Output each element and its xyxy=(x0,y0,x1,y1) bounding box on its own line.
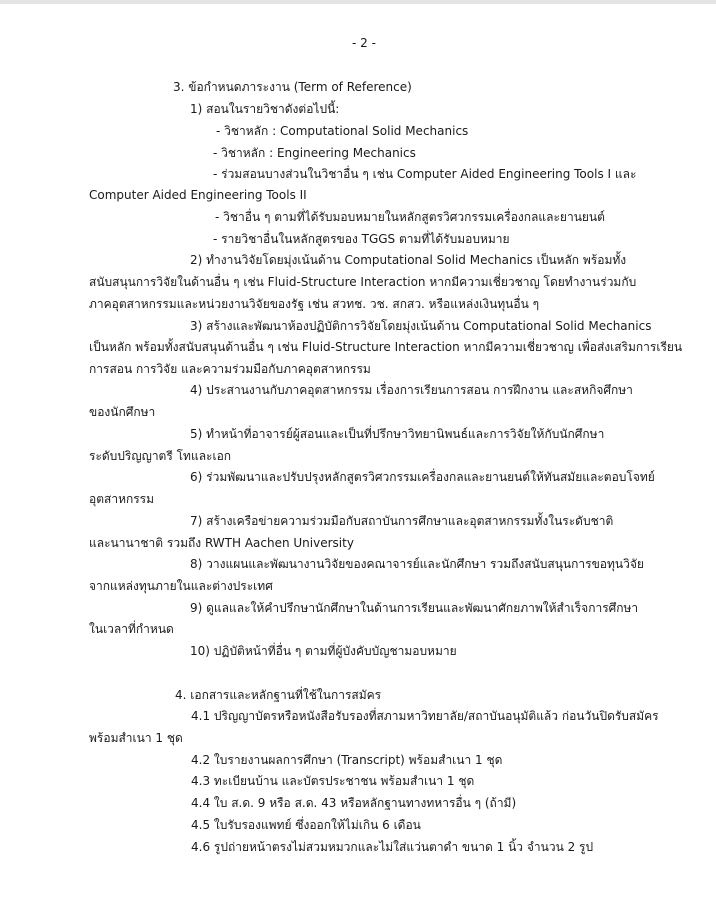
tor-subitem-core-em: - วิชาหลัก : Engineering Mechanics xyxy=(213,146,416,160)
tor-item-9-line-1: 9) ดูแลและให้คำปรึกษานักศึกษาในด้านการเรียนและพัฒนาศักยภาพให้สำเร็จการศึกษา xyxy=(190,601,639,615)
section-4-heading: 4. เอกสารและหลักฐานที่ใช้ในการสมัคร xyxy=(175,688,382,702)
tor-item-5-line-1: 5) ทำหน้าที่อาจารย์ผู้สอนและเป็นที่ปรึกษาวิทยานิพนธ์และการวิจัยให้กับนักศึกษา xyxy=(190,427,605,441)
tor-item-6-line-2: อุตสาหกรรม xyxy=(89,492,155,506)
section-3-heading: 3. ข้อกำหนดภาระงาน (Term of Reference) xyxy=(173,80,412,94)
tor-item-4-line-1: 4) ประสานงานกับภาคอุตสาหกรรม เรื่องการเรียนการสอน การฝึกงาน และสหกิจศึกษา xyxy=(190,383,633,397)
tor-item-1: 1) สอนในรายวิชาดังต่อไปนี้: xyxy=(190,102,340,116)
doc-item-4-5: 4.5 ใบรับรองแพทย์ ซึ่งออกให้ไม่เกิน 6 เดือน xyxy=(191,818,421,832)
viewer-top-edge xyxy=(0,0,716,4)
tor-subitem-other: - วิชาอื่น ๆ ตามที่ได้รับมอบหมายในหลักสูตรวิศวกรรมเครื่องกลและยานยนต์ xyxy=(215,210,605,224)
tor-item-8-line-2: จากแหล่งทุนภายในและต่างประเทศ xyxy=(89,579,273,593)
tor-item-9-line-2: ในเวลาที่กำหนด xyxy=(89,622,174,636)
doc-item-4-6: 4.6 รูปถ่ายหน้าตรงไม่สวมหมวกและไม่ใส่แว่นตาดำ ขนาด 1 นิ้ว จำนวน 2 รูป xyxy=(191,840,594,854)
doc-item-4-1-line-1: 4.1 ปริญญาบัตรหรือหนังสือรับรองที่สภามหาวิทยาลัย/สถาบันอนุมัติแล้ว ก่อนวันปิดรับสมัคร xyxy=(191,709,659,723)
tor-item-3-line-1: 3) สร้างและพัฒนาห้องปฏิบัติการวิจัยโดยมุ่งเน้นด้าน Computational Solid Mechanics xyxy=(190,319,652,333)
tor-item-7-line-1: 7) สร้างเครือข่ายความร่วมมือกับสถาบันการศึกษาและอุตสาหกรรมทั้งในระดับชาติ xyxy=(190,514,614,528)
tor-subitem-co-teach-cont: Computer Aided Engineering Tools II xyxy=(89,188,307,202)
page-number: - 2 - xyxy=(352,36,376,50)
doc-item-4-3: 4.3 ทะเบียนบ้าน และบัตรประชาชน พร้อมสำเนา 1 ชุด xyxy=(191,774,475,788)
tor-item-4-line-2: ของนักศึกษา xyxy=(89,405,156,419)
doc-item-4-1-line-2: พร้อมสำเนา 1 ชุด xyxy=(89,731,183,745)
tor-subitem-tggs: - รายวิชาอื่นในหลักสูตรของ TGGS ตามที่ได้รับมอบหมาย xyxy=(213,232,510,246)
tor-item-3-line-2: เป็นหลัก พร้อมทั้งสนับสนุนด้านอื่น ๆ เช่น Fluid-Structure Interaction หากมีความเชี่ยวชาญ เพื่อส่งเสริมการเรียน xyxy=(89,340,683,354)
doc-item-4-4: 4.4 ใบ ส.ด. 9 หรือ ส.ด. 43 หรือหลักฐานทางทหารอื่น ๆ (ถ้ามี) xyxy=(191,796,517,810)
tor-subitem-co-teach: - ร่วมสอนบางส่วนในวิชาอื่น ๆ เช่น Computer Aided Engineering Tools I และ xyxy=(213,167,637,181)
tor-item-2-line-1: 2) ทำงานวิจัยโดยมุ่งเน้นด้าน Computational Solid Mechanics เป็นหลัก พร้อมทั้ง xyxy=(190,253,627,267)
tor-item-10: 10) ปฏิบัติหน้าที่อื่น ๆ ตามที่ผู้บังคับบัญชามอบหมาย xyxy=(190,644,457,658)
tor-item-2-line-2: สนับสนุนการวิจัยในด้านอื่น ๆ เช่น Fluid-Structure Interaction หากมีความเชี่ยวชาญ โดยทำงานร่วมกับ xyxy=(89,275,637,289)
tor-item-7-line-2: และนานาชาติ รวมถึง RWTH Aachen University xyxy=(89,536,354,550)
tor-item-2-line-3: ภาคอุตสาหกรรมและหน่วยงานวิจัยของรัฐ เช่น สวทช. วช. สกสว. หรือแหล่งเงินทุนอื่น ๆ xyxy=(89,297,540,311)
doc-item-4-2: 4.2 ใบรายงานผลการศึกษา (Transcript) พร้อมสำเนา 1 ชุด xyxy=(191,753,503,767)
tor-item-5-line-2: ระดับปริญญาตรี โทและเอก xyxy=(89,449,232,463)
tor-item-6-line-1: 6) ร่วมพัฒนาและปรับปรุงหลักสูตรวิศวกรรมเครื่องกลและยานยนต์ให้ทันสมัยและตอบโจทย์ xyxy=(190,470,655,484)
tor-item-3-line-3: การสอน การวิจัย และความร่วมมือกับภาคอุตสาหกรรม xyxy=(89,362,371,376)
tor-item-8-line-1: 8) วางแผนและพัฒนางานวิจัยของคณาจารย์และนักศึกษา รวมถึงสนับสนุนการขอทุนวิจัย xyxy=(190,557,644,571)
tor-subitem-core-csm: - วิชาหลัก : Computational Solid Mechanics xyxy=(216,124,469,138)
